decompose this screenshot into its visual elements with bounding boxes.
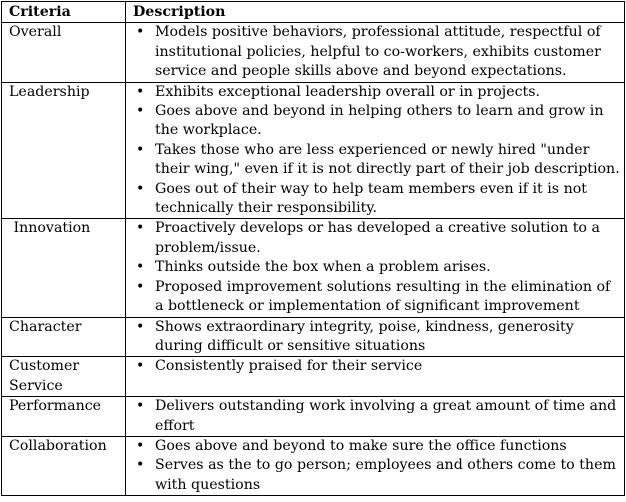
list-item xyxy=(133,102,620,141)
description-list xyxy=(133,83,620,219)
table-row xyxy=(2,317,625,357)
criteria-cell: Leadership xyxy=(2,82,126,219)
bullet-icon: • xyxy=(136,180,145,197)
criteria-cell: Innovation xyxy=(2,219,126,317)
list-item xyxy=(133,456,620,495)
list-item-text: Takes those who are less experienced or newly hired "under their wing," even if it is not directly part of their job description. xyxy=(155,141,620,178)
criteria-cell: Character xyxy=(2,317,126,357)
description-list xyxy=(133,23,620,81)
bullet-icon: • xyxy=(136,398,145,415)
list-item-text: Thinks outside the box when a problem arises. xyxy=(155,259,491,276)
bullet-icon: • xyxy=(136,358,145,375)
list-item xyxy=(133,180,620,219)
bullet-icon: • xyxy=(136,220,145,237)
bullet-icon: • xyxy=(136,437,145,454)
criteria-cell: Overall xyxy=(2,23,126,82)
criteria-header: Criteria xyxy=(2,2,126,23)
list-item xyxy=(133,258,620,277)
table-row xyxy=(2,82,625,219)
description-list xyxy=(133,219,620,316)
list-item-text: Delivers outstanding work involving a great amount of time and effort xyxy=(155,398,617,434)
bullet-icon: • xyxy=(136,103,145,120)
list-item xyxy=(133,278,620,317)
list-item-text: Proposed improvement solutions resulting in the elimination of a bottleneck or implementation of significant improvement xyxy=(155,278,611,315)
list-item xyxy=(133,219,620,258)
description-list xyxy=(133,318,620,357)
list-item-text: Serves as the to go person; employees and others come to them with questions xyxy=(155,457,616,493)
criteria-cell: Performance xyxy=(2,397,126,437)
list-item-text: Proactively develops or has developed a creative solution to a problem/issue. xyxy=(155,220,600,256)
description-cell xyxy=(126,357,625,397)
table-row xyxy=(2,357,625,397)
table-row xyxy=(2,23,625,82)
bullet-icon: • xyxy=(136,141,145,158)
list-item-text: Consistently praised for their service xyxy=(155,358,423,375)
list-item xyxy=(133,357,620,376)
criteria-cell: Customer Service xyxy=(2,357,126,397)
list-item xyxy=(133,318,620,357)
list-item-text: Goes above and beyond to make sure the office functions xyxy=(155,437,567,454)
table-header-row xyxy=(2,2,625,23)
table-row xyxy=(2,397,625,437)
criteria-table xyxy=(1,1,625,496)
list-item-text: Models positive behaviors, professional attitude, respectful of institutional policies, helpful to co-workers, exhibits customer service and people skills above and beyond expectations. xyxy=(155,24,601,80)
list-item xyxy=(133,83,620,102)
description-list xyxy=(133,437,620,495)
bullet-icon: • xyxy=(136,278,145,295)
list-item-text: Goes above and beyond in helping others to learn and grow in the workplace. xyxy=(155,103,604,139)
description-list xyxy=(133,397,620,436)
table-row xyxy=(2,436,625,495)
list-item xyxy=(133,141,620,180)
description-list xyxy=(133,357,620,376)
list-item xyxy=(133,437,620,456)
list-item-text: Goes out of their way to help team members even if it is not technically their responsibility. xyxy=(155,180,587,217)
list-item xyxy=(133,397,620,436)
description-cell xyxy=(126,82,625,219)
list-item-text: Exhibits exceptional leadership overall or in projects. xyxy=(155,83,541,100)
bullet-icon: • xyxy=(136,318,145,335)
description-cell xyxy=(126,317,625,357)
bullet-icon: • xyxy=(136,24,145,41)
table-row xyxy=(2,219,625,317)
list-item xyxy=(133,23,620,81)
description-cell xyxy=(126,397,625,437)
description-cell xyxy=(126,219,625,317)
bullet-icon: • xyxy=(136,259,145,276)
description-header: Description xyxy=(126,2,625,23)
criteria-cell: Collaboration xyxy=(2,436,126,495)
bullet-icon: • xyxy=(136,457,145,474)
description-cell xyxy=(126,436,625,495)
description-cell xyxy=(126,23,625,82)
bullet-icon: • xyxy=(136,83,145,100)
list-item-text: Shows extraordinary integrity, poise, kindness, generosity during difficult or sensitive situations xyxy=(155,318,574,354)
